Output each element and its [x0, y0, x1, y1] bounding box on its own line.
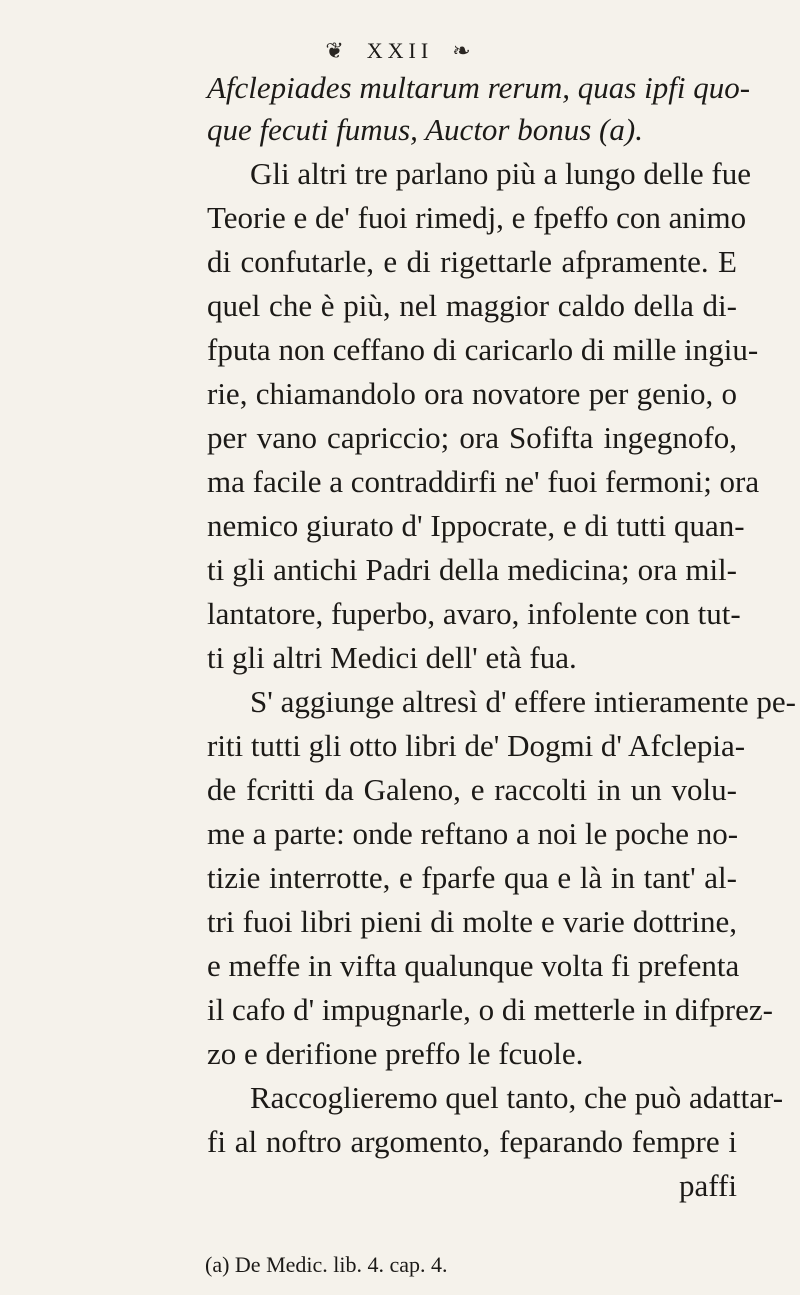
text-line: tizie interrotte, e fparfe qua e là in tant' al-: [207, 860, 737, 895]
page-header: [0, 38, 800, 64]
text-line: S' aggiunge altresì d' effere intieramente pe-: [250, 684, 796, 719]
catchword: paffi: [679, 1168, 737, 1203]
text-line: e meffe in vifta qualunque volta fi prefenta: [207, 948, 740, 983]
fleuron-right-icon: ❧: [452, 38, 475, 64]
text-line: tri fuoi libri pieni di molte e varie dottrine,: [207, 904, 737, 939]
fleuron-left-icon: ❦: [325, 38, 348, 64]
text-line: ti gli altri Medici dell' età fua.: [207, 640, 577, 675]
text-line: ma facile a contraddirfi ne' fuoi fermoni; ora: [207, 464, 760, 499]
text-line: per vano capriccio; ora Sofifta ingegnofo,: [207, 420, 737, 455]
text-line: riti tutti gli otto libri de' Dogmi d' Afclepia-: [207, 728, 746, 763]
text-line: il cafo d' impugnarle, o di metterle in difprez-: [207, 992, 773, 1027]
page-number: XXII: [366, 38, 434, 63]
text-line: nemico giurato d' Ippocrate, e di tutti quan-: [207, 508, 745, 543]
text-line: que fecuti fumus, Auctor bonus (a).: [207, 112, 643, 147]
text-line: quel che è più, nel maggior caldo della di-: [207, 288, 737, 323]
text-line: Gli altri tre parlano più a lungo delle fue: [250, 156, 751, 191]
text-line: Afclepiades multarum rerum, quas ipfi quo-: [207, 70, 751, 105]
text-line: rie, chiamandolo ora novatore per genio, o: [207, 376, 737, 411]
text-line: me a parte: onde reftano a noi le poche no-: [207, 816, 739, 851]
text-line: zo e derifione preffo le fcuole.: [207, 1036, 584, 1071]
text-line: ti gli antichi Padri della medicina; ora mil-: [207, 552, 737, 587]
text-line: lantatore, fuperbo, avaro, infolente con tut-: [207, 596, 741, 631]
text-line: Teorie e de' fuoi rimedj, e fpeffo con animo: [207, 200, 747, 235]
text-line: di confutarle, e di rigettarle afpramente. E: [207, 244, 737, 279]
footnote: (a) De Medic. lib. 4. cap. 4.: [205, 1252, 448, 1277]
text-line: de fcritti da Galeno, e raccolti in un volu-: [207, 772, 737, 807]
text-line: fi al noftro argomento, feparando fempre i: [207, 1124, 737, 1159]
text-line: Raccoglieremo quel tanto, che può adattar-: [250, 1080, 784, 1115]
text-line: fputa non ceffano di caricarlo di mille ingiu-: [207, 332, 759, 367]
